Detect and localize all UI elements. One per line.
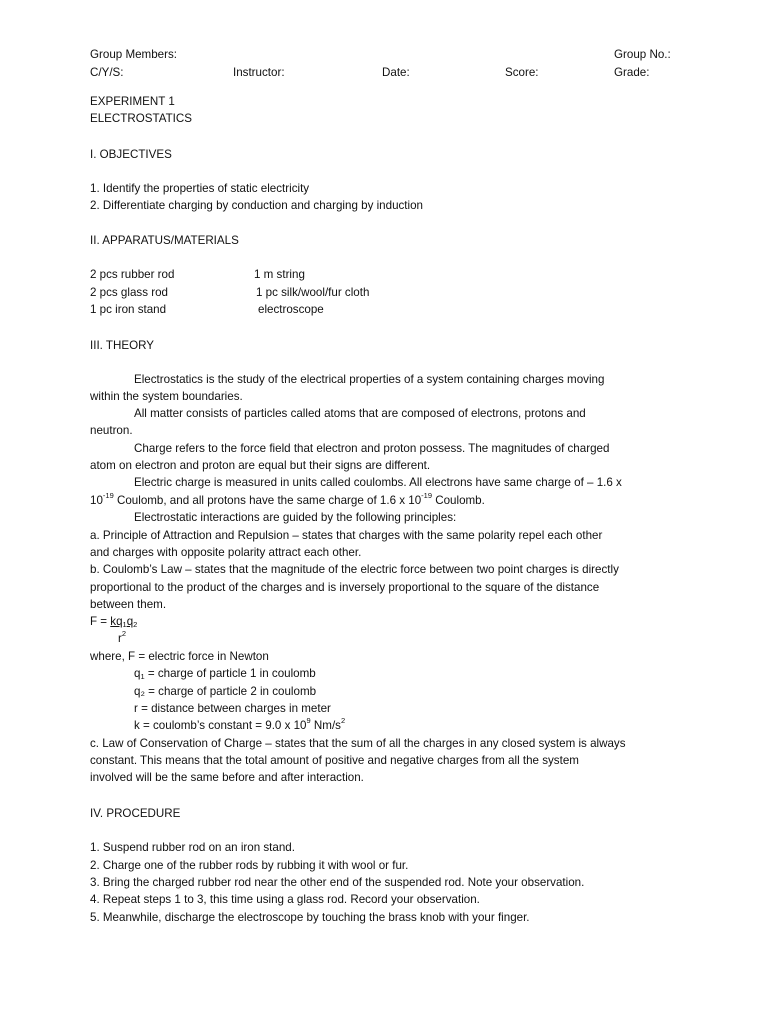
theory-text: All matter consists of particles called atoms that are composed of electrons, protons and xyxy=(134,407,586,420)
procedure-step: 2. Charge one of the rubber rods by rubbing it with wool or fur. xyxy=(90,859,409,872)
principle-a-text: a. Principle of Attraction and Repulsion – states that charges with the same polarity repel each other xyxy=(90,529,603,542)
formula-denominator: $r^2$ xyxy=(118,629,127,645)
procedure-step: 4. Repeat steps 1 to 3, this time using a glass rod. Record your observation. xyxy=(90,893,480,906)
score-label: Score: xyxy=(505,66,539,79)
group-no-label: Group No.: xyxy=(614,48,671,61)
objective-item: 1. Identify the properties of static electricity xyxy=(90,182,310,195)
apparatus-item: 1 m string xyxy=(254,268,305,281)
theory-text: Electrostatic interactions are guided by the following principles: xyxy=(134,511,457,524)
experiment-number: EXPERIMENT 1 xyxy=(90,95,175,108)
apparatus-item: 1 pc iron stand xyxy=(90,303,167,316)
objective-item: 2. Differentiate charging by conduction and charging by induction xyxy=(90,199,424,212)
apparatus-item: 2 pcs glass rod xyxy=(90,286,168,299)
procedure-step: 5. Meanwhile, discharge the electroscope by touching the brass knob with your finger. xyxy=(90,911,530,924)
date-label: Date: xyxy=(382,66,410,79)
theory-heading: III. THEORY xyxy=(90,339,154,352)
procedure-step: 3. Bring the charged rubber rod near the other end of the suspended rod. Note your observation. xyxy=(90,876,585,889)
principle-b-text: between them. xyxy=(90,598,167,611)
principle-c-text: involved will be the same before and after interaction. xyxy=(90,771,364,784)
apparatus-item: 2 pcs rubber rod xyxy=(90,268,175,281)
procedure-step: 1. Suspend rubber rod on an iron stand. xyxy=(90,841,295,854)
variable-definition: $q_1$ = charge of particle 1 in coulomb xyxy=(134,667,316,681)
theory-text: Charge refers to the force field that electron and proton possess. The magnitudes of charged xyxy=(134,442,610,455)
apparatus-item: electroscope xyxy=(258,303,324,316)
apparatus-item: 1 pc silk/wool/fur cloth xyxy=(256,286,370,299)
objectives-heading: I. OBJECTIVES xyxy=(90,148,172,161)
principle-c-text: constant. This means that the total amount of positive and negative charges from all the system xyxy=(90,754,579,767)
variable-definition: q₂ = charge of particle 2 in coulomb xyxy=(134,685,317,698)
where-text: where, F = electric force in Newton xyxy=(90,650,269,663)
apparatus-heading: II. APPARATUS/MATERIALS xyxy=(90,234,239,247)
theory-text: Electric charge is measured in units called coulombs. All electrons have same charge of – 1.6 x xyxy=(134,476,622,489)
variable-definition: k = coulomb’s constant = 9.0 x $10^9$ $Nm/s^2$ xyxy=(134,716,346,732)
theory-text: neutron. xyxy=(90,424,133,437)
variable-definition: r = distance between charges in meter xyxy=(134,702,331,715)
group-members-label: Group Members: xyxy=(90,48,177,61)
coulomb-formula: $F = kq_1q_2$ xyxy=(90,615,138,629)
theory-text: Electrostatics is the study of the electrical properties of a system containing charges moving xyxy=(134,373,605,386)
procedure-heading: IV. PROCEDURE xyxy=(90,807,181,820)
theory-text: $10^{-19}$ Coulomb, and all protons have the same charge of 1.6 x $10^{-19}$ Coulomb. xyxy=(90,491,485,507)
instructor-label: Instructor: xyxy=(233,66,285,79)
principle-a-text: and charges with opposite polarity attract each other. xyxy=(90,546,362,559)
theory-text: within the system boundaries. xyxy=(90,390,243,403)
grade-label: Grade: xyxy=(614,66,650,79)
principle-c-text: c. Law of Conservation of Charge – states that the sum of all the charges in any closed system is always xyxy=(90,737,626,750)
principle-b-text: b. Coulomb’s Law – states that the magnitude of the electric force between two point charges is directly xyxy=(90,563,619,576)
experiment-title: ELECTROSTATICS xyxy=(90,112,192,125)
cys-label: C/Y/S: xyxy=(90,66,124,79)
theory-text: atom on electron and proton are equal but their signs are different. xyxy=(90,459,431,472)
principle-b-text: proportional to the product of the charges and is inversely proportional to the square of the distance xyxy=(90,581,600,594)
